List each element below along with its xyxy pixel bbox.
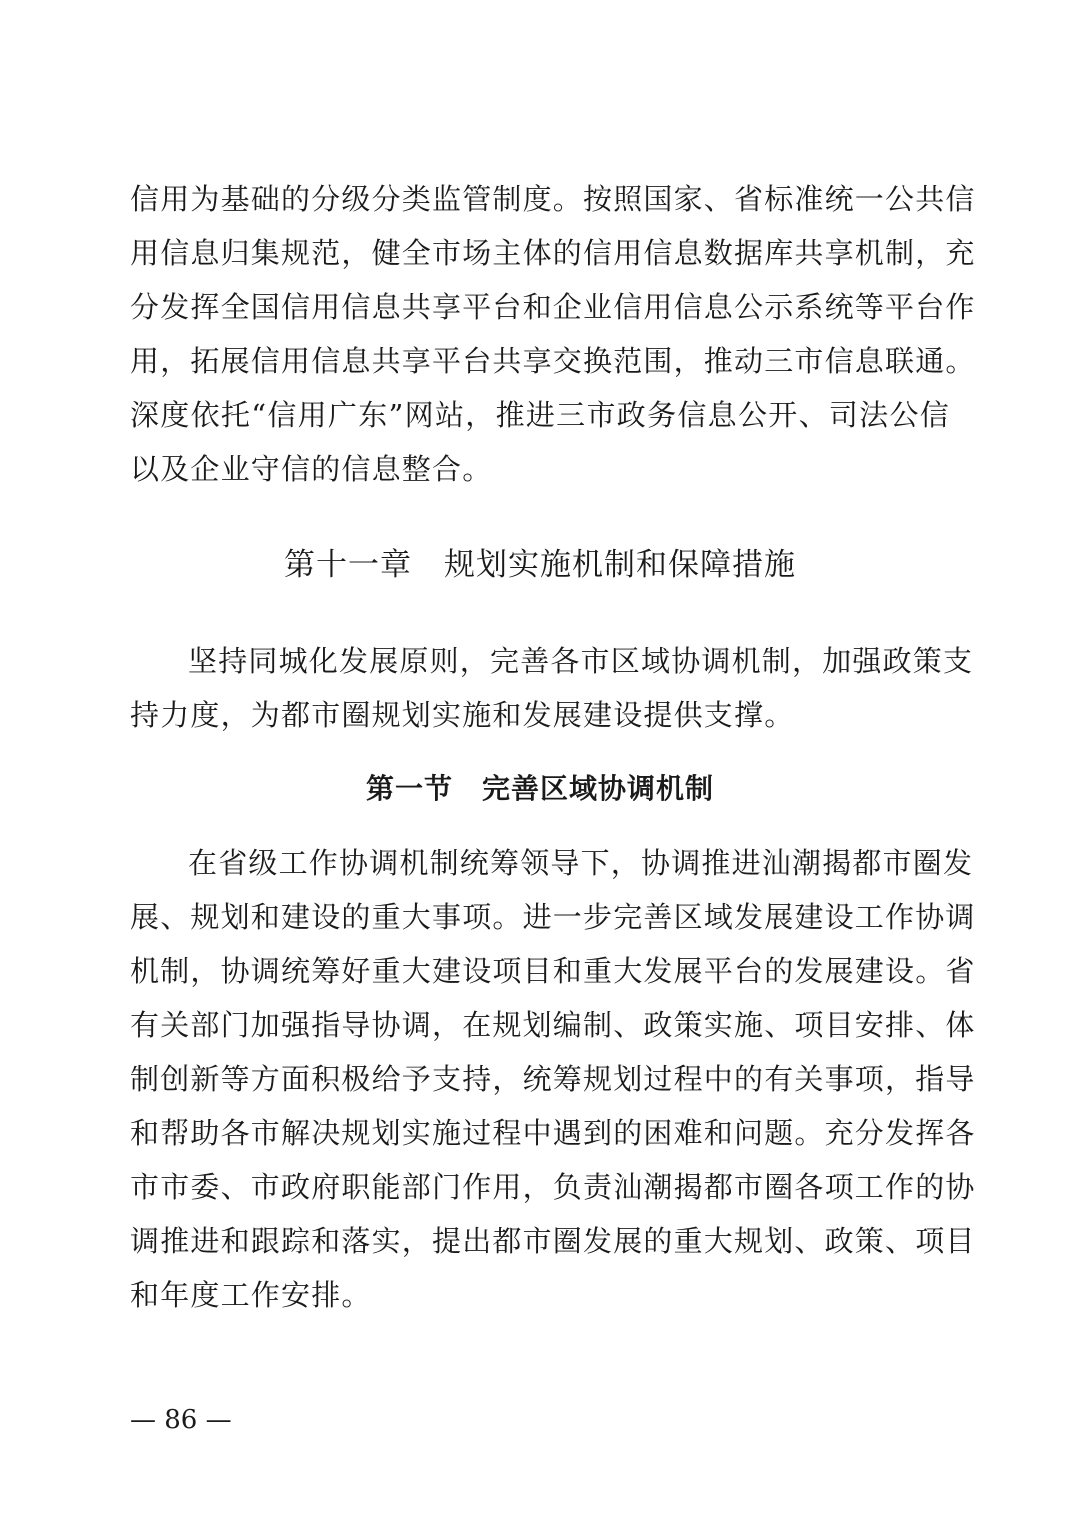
paragraph-line: 用信息归集规范，健全市场主体的信用信息数据库共享机制，充	[130, 236, 976, 270]
paragraph-line: 和年度工作安排。	[130, 1278, 372, 1312]
paragraph-line: 在省级工作协调机制统筹领导下，协调推进汕潮揭都市圈发	[188, 846, 974, 880]
page-number: — 86 —	[130, 1405, 232, 1435]
chapter-title: 第十一章 规划实施机制和保障措施	[284, 547, 796, 583]
paragraph-line: 用，拓展信用信息共享平台共享交换范围，推动三市信息联通。	[130, 344, 976, 378]
paragraph-line: 坚持同城化发展原则，完善各市区域协调机制，加强政策支	[188, 644, 974, 678]
paragraph-line: 和帮助各市解决规划实施过程中遇到的困难和问题。充分发挥各	[130, 1116, 976, 1150]
paragraph-line: 有关部门加强指导协调，在规划编制、政策实施、项目安排、体	[130, 1008, 976, 1042]
paragraph-line: 深度依托“信用广东”网站，推进三市政务信息公开、司法公信	[130, 398, 950, 432]
paragraph-line: 机制，协调统筹好重大建设项目和重大发展平台的发展建设。省	[130, 954, 976, 988]
paragraph-line: 持力度，为都市圈规划实施和发展建设提供支撑。	[130, 698, 795, 732]
paragraph-line: 调推进和跟踪和落实，提出都市圈发展的重大规划、政策、项目	[130, 1224, 976, 1258]
paragraph-line: 以及企业守信的信息整合。	[130, 452, 493, 486]
paragraph-line: 信用为基础的分级分类监管制度。按照国家、省标准统一公共信	[130, 182, 976, 216]
paragraph-line: 市市委、市政府职能部门作用，负责汕潮揭都市圈各项工作的协	[130, 1170, 976, 1204]
section-title: 第一节 完善区域协调机制	[365, 772, 714, 805]
paragraph-line: 展、规划和建设的重大事项。进一步完善区域发展建设工作协调	[130, 900, 976, 934]
paragraph-line: 分发挥全国信用信息共享平台和企业信用信息公示系统等平台作	[130, 290, 976, 324]
paragraph-line: 制创新等方面积极给予支持，统筹规划过程中的有关事项，指导	[130, 1062, 976, 1096]
